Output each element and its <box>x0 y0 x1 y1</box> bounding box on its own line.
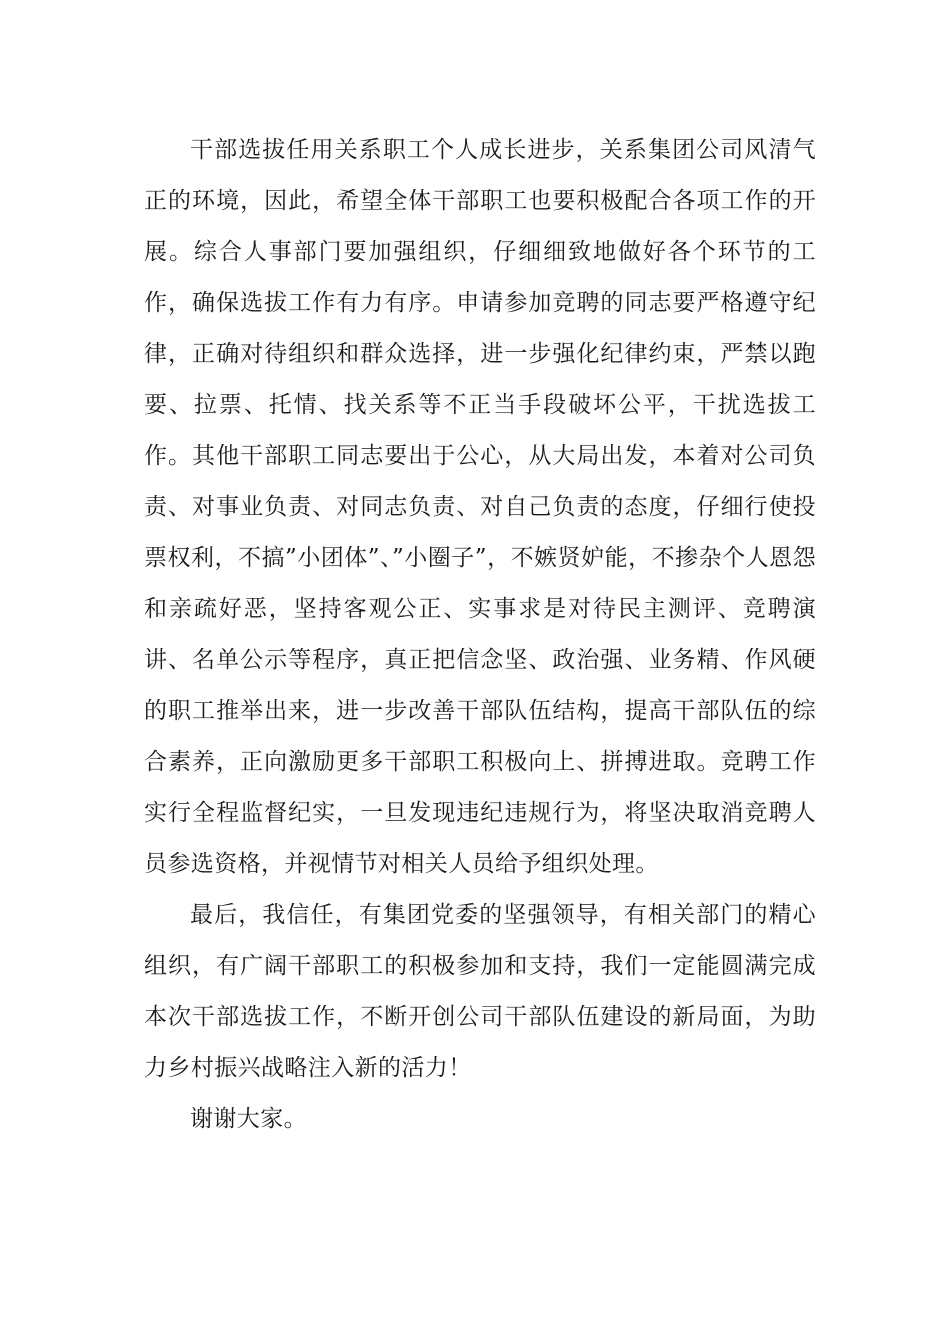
paragraph-conclusion: 最后，我信任，有集团党委的坚强领导，有相关部门的精心组织，有广阔干部职工的积极参加和支持，我们一定能圆满完成本次干部选拔工作，不断开创公司干部队伍建设的新局面，为助力乡村振兴战略注入新的活力！ <box>144 902 816 1081</box>
paragraph-discipline: 干部选拔任用关系职工个人成长进步，关系集团公司风清气正的环境，因此，希望全体干部职工也要积极配合各项工作的开展。综合人事部门要加强组织，仔细细致地做好各个环节的工作，确保选拔工作有力有序。申请参加竞聘的同志要严格遵守纪律，正确对待组织和群众选择，进一步强化纪律约束，严禁以跑要、拉票、托情、找关系等不正当手段破坏公平，干扰选拔工作。其他干部职工同志要出于公心，从大局出发，本着对公司负责、对事业负责、对同志负责、对自己负责的态度，仔细行使投票权利，不搞”小团体”、”小圈子”，不嫉贤妒能，不掺杂个人恩怨和亲疏好恶，坚持客观公正、实事求是对待民主测评、竞聘演讲、名单公示等程序，真正把信念坚、政治强、业务精、作风硬的职工推举出来，进一步改善干部队伍结构，提高干部队伍的综合素养，正向激励更多干部职工积极向上、拼搏进取。竞聘工作实行全程监督纪实，一旦发现违纪违规行为，将坚决取消竞聘人员参选资格，并视情节对相关人员给予组织处理。 <box>144 137 816 877</box>
paragraph-thanks: 谢谢大家。 <box>190 1106 307 1132</box>
document-body <box>144 125 816 1145</box>
